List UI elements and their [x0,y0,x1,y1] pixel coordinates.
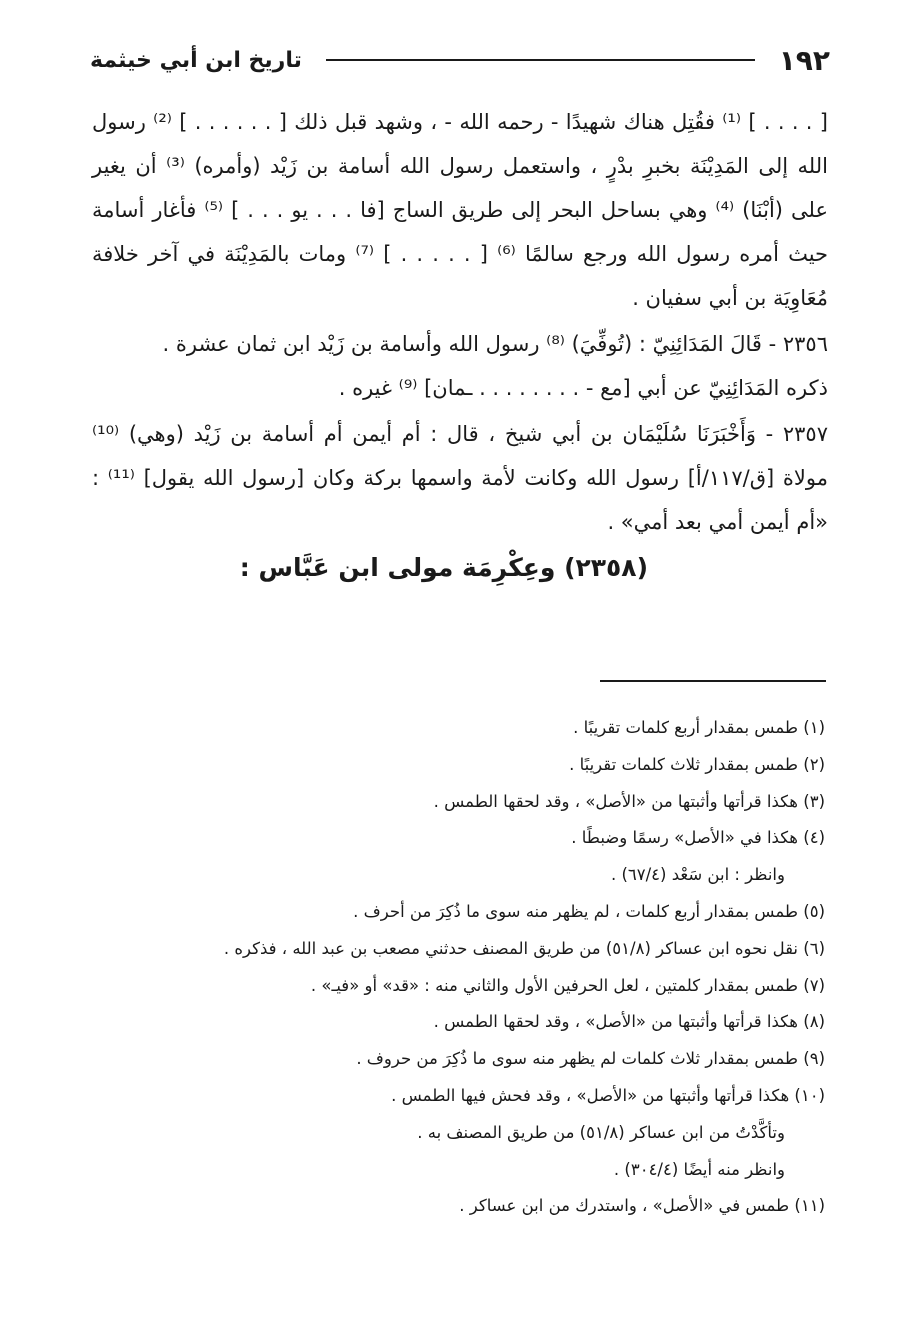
footnotes [130,710,825,1225]
footnote-6: (٦) نقل نحوه ابن عساكر (٥١/٨) من طريق المصنف حدثني مصعب بن عبد الله ، فذكره . [223,938,825,958]
header-rule [326,59,755,61]
footnote-1: (١) طمس بمقدار أربع كلمات تقريبًا . [573,718,825,737]
footnote-9: (٩) طمس بمقدار ثلاث كلمات لم يظهر منه سوى ما ذُكِرَ من حروف . [356,1049,825,1069]
footnote-10-continuation: وتأكَّدْتُ من ابن عساكر (٥١/٨) من طريق المصنف به . [417,1122,785,1142]
entry-2356-line-1: ٢٣٥٦ - قَالَ المَدَائِنِيّ : (تُوفِّيَ) ⁽⁸⁾ رسول الله وأسامة بن زَيْد ابن ثمان عشرة . [162,332,828,356]
footnote-10: (١٠) هكذا قرأتها وأثبتها من «الأصل» ، وقد فحش فيها الطمس . [391,1085,825,1105]
footnote-2: (٢) طمس بمقدار ثلاث كلمات تقريبًا . [569,754,825,774]
footnote-10-continuation: وانظر منه أيضًا (٣٠٤/٤) . [613,1159,785,1179]
page-header [90,40,830,80]
page-number: ١٩٢ [778,43,830,77]
footnote-5: (٥) طمس بمقدار أربع كلمات ، لم يظهر منه سوى ما ذُكِرَ من أحرف . [353,901,825,921]
entry-2356-line-2: ذكره المَدَائِنِيّ عن أبي [مع - . . . . . . . . ـمان] ⁽⁹⁾ غيره . [338,376,828,400]
running-title: تاريخ ابن أبي خيثمة [90,47,302,73]
footnote-8: (٨) هكذا قرأتها وأثبتها من «الأصل» ، وقد لحقها الطمس . [433,1012,825,1032]
footnote-7: (٧) طمس بمقدار كلمتين ، لعل الحرفين الأول والثاني منه : «قد» أو «فيـ» . [310,975,825,995]
footnote-4: (٤) هكذا في «الأصل» رسمًا وضبطًا . [571,828,825,848]
footnote-11: (١١) طمس في «الأصل» ، واستدرك من ابن عساكر . [459,1196,825,1216]
paragraph: [ . . . . ] ⁽¹⁾ فقُتِل هناك شهيدًا - رحمه الله - ، وشهد قبل ذلك [ . . . . . . ] ⁽²⁾ رسول الله إلى المَدِيْنَة بخبرِ بدْرٍ ، واستعمل رسول الله أسامة بن زَيْد (وأمره) ⁽³⁾ أن يغير على (أبْنَا) ⁽⁴⁾ وهي بساحل البحر إلى طريق الساج [فا . . . يو . . . ] ⁽⁵⁾ فأغار أسامة حيث أمره رسول الله ورجع سالمًا ⁽⁶⁾ [ . . . . . ] ⁽⁷⁾ ومات بالمَدِيْنَة في آخر خلافة مُعَاوِيَة بن أبي سفيان . [92,110,829,310]
section-heading: (٢٣٥٨) وعِكْرِمَة مولى ابن عَبَّاس : [239,553,648,582]
footnote-4-continuation: وانظر : ابن سَعْد (٦٧/٤) . [610,865,785,885]
entry-2357: ٢٣٥٧ - وَأَخْبَرَنَا سُلَيْمَان بن أبي شيخ ، قال : أم أيمن أم أسامة بن زَيْد (وهي) ⁽¹⁰⁾ مولاة [ق/١١٧/أ] رسول الله وكانت لأمة واسمها بركة وكان [رسول الله يقول] ⁽¹¹⁾ : «أم أيمن أمي بعد أمي» . [92,422,828,534]
footnote-3: (٣) هكذا قرأتها وأثبتها من «الأصل» ، وقد لحقها الطمس . [433,791,825,811]
main-text [92,100,828,592]
footnote-separator [600,680,826,682]
